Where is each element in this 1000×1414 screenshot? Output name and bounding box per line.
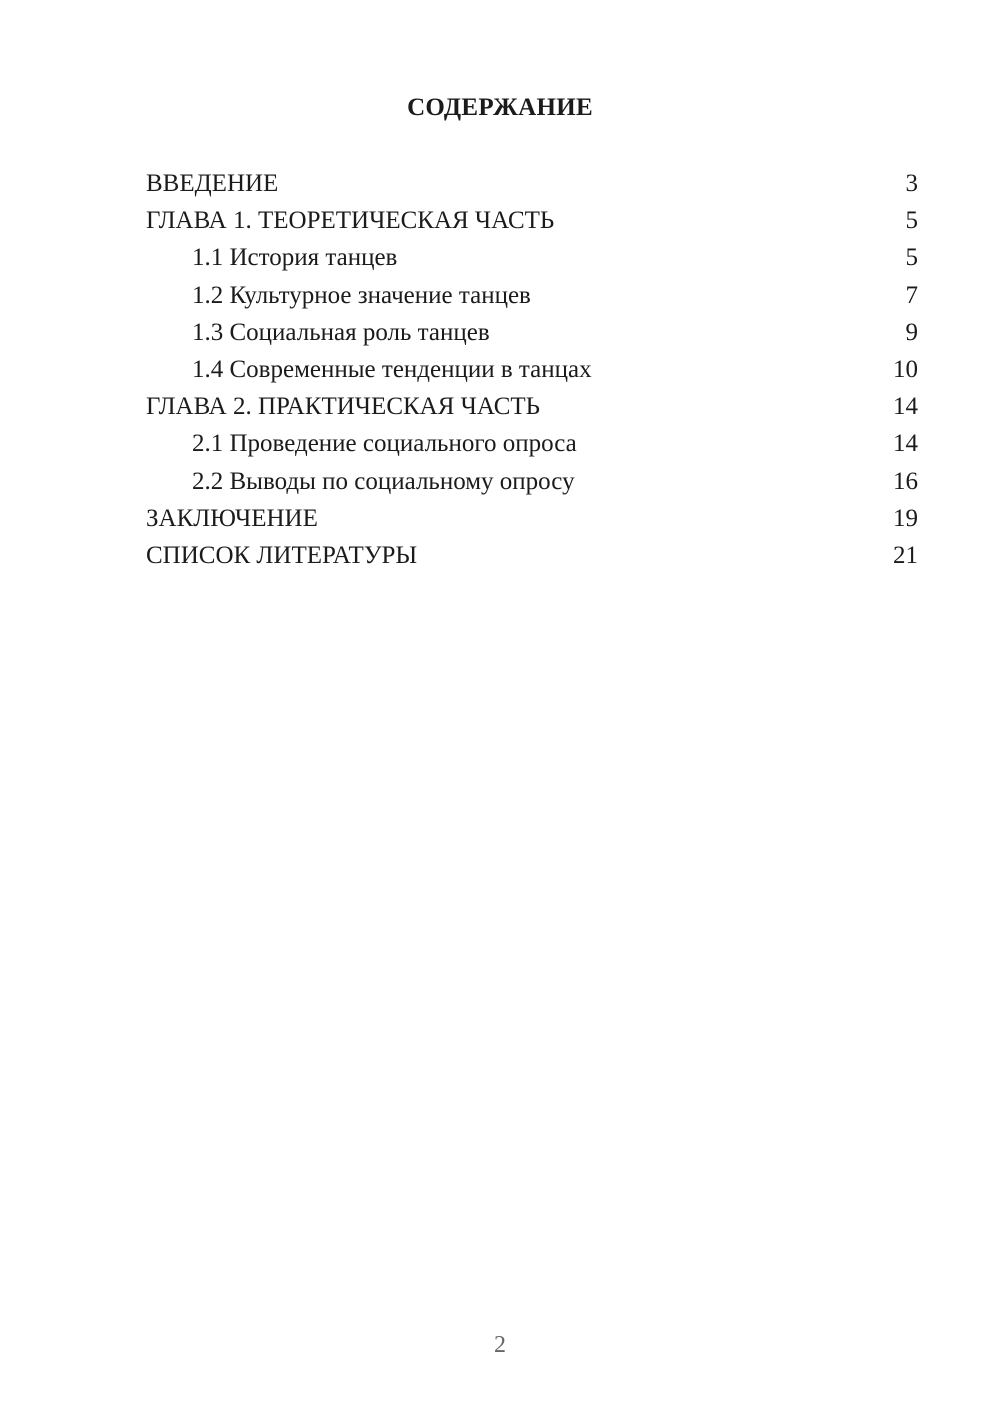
page-number: 2 bbox=[494, 1332, 506, 1358]
toc-title: СОДЕРЖАНИЕ bbox=[407, 94, 593, 121]
toc-entry-page: 9 bbox=[905, 318, 918, 346]
toc-entry-label: ВВЕДЕНИЕ bbox=[146, 170, 279, 197]
toc-entry-label: ГЛАВА 2. ПРАКТИЧЕСКАЯ ЧАСТЬ bbox=[146, 393, 541, 421]
toc-entry-label: СПИСОК ЛИТЕРАТУРЫ bbox=[146, 542, 418, 570]
toc-entry-label: 2.1 Проведение социального опроса bbox=[192, 430, 577, 458]
toc-entry-label: 2.2 Выводы по социальному опросу bbox=[192, 467, 575, 495]
toc-entry-label: ЗАКЛЮЧЕНИЕ bbox=[146, 504, 318, 532]
toc-row bbox=[146, 537, 918, 574]
toc-row bbox=[146, 202, 918, 239]
toc-row bbox=[146, 314, 918, 351]
toc-entry-label: 1.1 История танцев bbox=[192, 244, 398, 272]
toc-entry-label: 1.3 Социальная роль танцев bbox=[192, 318, 490, 346]
toc-entry-label: 1.2 Культурное значение танцев bbox=[192, 281, 531, 309]
toc-entry-page: 5 bbox=[905, 207, 918, 235]
toc-entry-label: 1.4 Современные тенденции в танцах bbox=[192, 356, 592, 384]
toc-row bbox=[146, 463, 918, 500]
toc-row bbox=[146, 239, 918, 276]
toc-entry-page: 10 bbox=[893, 356, 918, 384]
toc-entry-page: 3 bbox=[905, 170, 918, 197]
toc-row bbox=[146, 165, 918, 202]
page-footer bbox=[0, 1330, 1000, 1360]
toc-row bbox=[146, 500, 918, 537]
toc-list bbox=[146, 165, 918, 574]
toc-entry-page: 14 bbox=[893, 430, 918, 458]
toc-row bbox=[146, 388, 918, 425]
toc-row bbox=[146, 351, 918, 388]
toc-entry-page: 16 bbox=[893, 467, 918, 495]
toc-entry-page: 14 bbox=[893, 393, 918, 421]
toc-row bbox=[146, 425, 918, 462]
toc-entry-page: 21 bbox=[893, 542, 918, 570]
toc-row bbox=[146, 277, 918, 314]
toc-entry-page: 7 bbox=[905, 281, 918, 309]
toc-entry-page: 5 bbox=[905, 244, 918, 272]
toc-entry-label: ГЛАВА 1. ТЕОРЕТИЧЕСКАЯ ЧАСТЬ bbox=[146, 207, 555, 235]
toc-entry-page: 19 bbox=[893, 504, 918, 532]
